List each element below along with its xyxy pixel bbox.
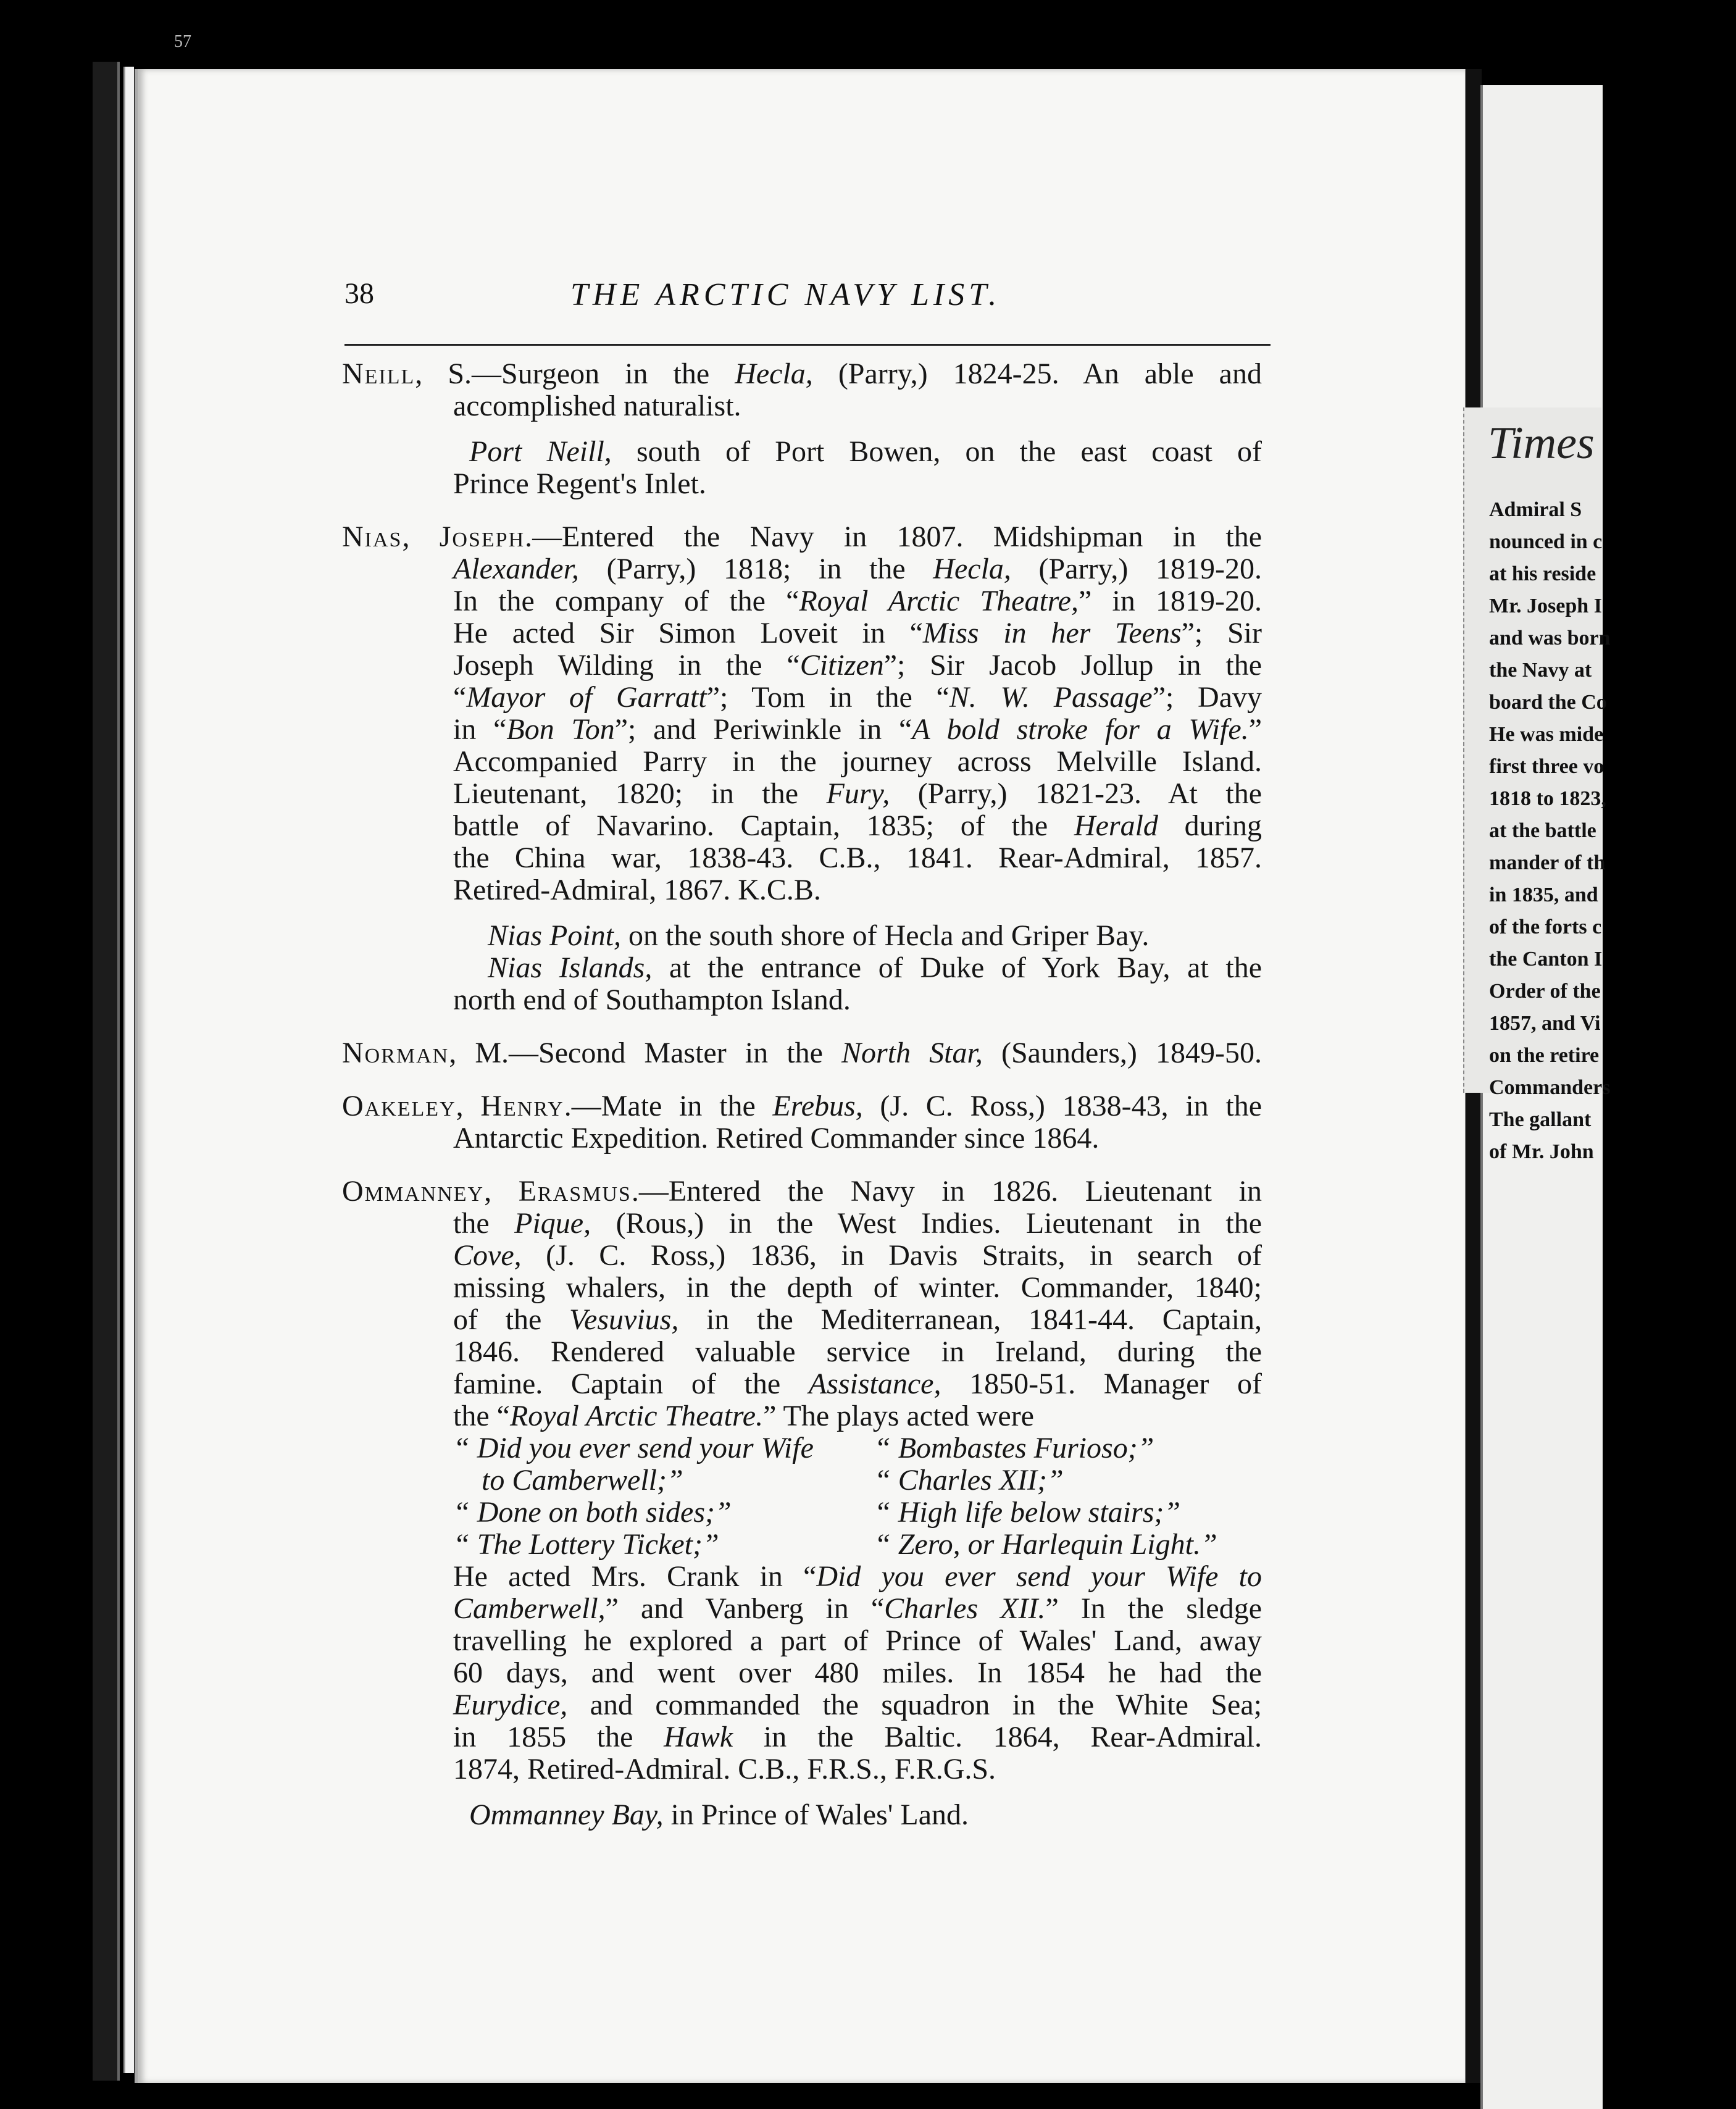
spacer (342, 1155, 1262, 1176)
clipping-line: of Mr. John (1489, 1140, 1594, 1163)
clipping-line: the Navy at (1489, 659, 1592, 682)
text-run: ”; Davy (1152, 681, 1262, 714)
running-title: THE ARCTIC NAVY LIST. (570, 277, 1001, 312)
title-italic: Mayor of Garratt (466, 681, 707, 714)
text-run: on the south shore of Hecla and Griper Bay. (621, 919, 1150, 952)
text-line: Antarctic Expedition. Retired Commander since 1864. (453, 1122, 1100, 1155)
play-title: “ Charles XII;” (874, 1464, 1064, 1497)
text-line (342, 1689, 1262, 1721)
clipping-line: at his reside (1489, 562, 1596, 585)
text-run: in 1855 the (453, 1721, 664, 1753)
text-run: in the Baltic. 1864, Rear-Admiral. (733, 1721, 1262, 1753)
clipping-line: Admiral S (1489, 498, 1582, 521)
page-stack-edge (123, 67, 134, 2073)
text-line (342, 952, 1262, 984)
text-line (342, 1561, 1262, 1593)
entry-neill (342, 358, 1262, 500)
text-line (342, 1400, 1262, 1432)
book-spine-edge (93, 62, 120, 2081)
clipping-line: nounced in c (1489, 530, 1603, 553)
text-run: , S.—Surgeon in the (415, 357, 735, 390)
text-line (342, 1799, 1262, 1831)
ship-name: Hawk (664, 1721, 733, 1753)
text-line (342, 649, 1262, 682)
clipping-line: board the Co (1489, 691, 1607, 714)
clipping-line: 1818 to 1823, (1489, 787, 1606, 810)
page-header (344, 277, 1271, 320)
text-run: , (456, 1090, 481, 1122)
text-run: famine. Captain of the (453, 1368, 809, 1400)
text-line: missing whalers, in the depth of winter. Commander, 1840; (453, 1271, 1262, 1304)
text-line (342, 1037, 1262, 1069)
text-run: ” in 1819-20. (1079, 585, 1262, 617)
ship-name: Fury, (826, 777, 890, 810)
title-italic: Camberwell, (453, 1592, 606, 1625)
text-run: (Parry,) 1819-20. (1011, 553, 1262, 585)
text-line (342, 585, 1262, 617)
ship-name: Hecla, (735, 357, 813, 390)
clipping-line: and was born (1489, 627, 1611, 649)
ship-name: Erebus, (772, 1090, 863, 1122)
entry-name: Oakeley (342, 1090, 456, 1122)
text-run: He acted Sir Simon Loveit in “ (453, 617, 923, 649)
clipping-line: the Canton I (1489, 948, 1603, 971)
play-title: “ Bombastes Furioso;” (874, 1432, 1154, 1464)
text-line: 1874, Retired-Admiral. C.B., F.R.S., F.R.G.S. (453, 1753, 996, 1785)
page-body (342, 358, 1262, 1831)
entry-ommanney (342, 1176, 1262, 1831)
text-line: travelling he explored a part of Prince of Wales' Land, away (453, 1624, 1262, 1657)
text-run: (J. C. Ross,) 1836, in Davis Straits, in search of (521, 1239, 1262, 1272)
text-line: Prince Regent's Inlet. (453, 467, 706, 500)
spacer (342, 906, 1262, 920)
text-line (342, 1304, 1262, 1336)
spacer (342, 1069, 1262, 1090)
text-run: at the entrance of Duke of York Bay, at the (652, 951, 1262, 984)
clipping-line: He was mide (1489, 723, 1604, 746)
text-run: and commanded the squadron in the White Sea; (567, 1689, 1262, 1721)
title-italic: Bon Ton (506, 713, 615, 746)
ship-name: Vesuvius, (569, 1303, 679, 1336)
text-run: In the company of the “ (453, 585, 799, 617)
ship-name: North Star, (841, 1037, 983, 1069)
text-run: Lieutenant, 1820; in the (453, 777, 827, 810)
text-line (342, 714, 1262, 746)
ship-name: Eurydice, (453, 1689, 568, 1721)
text-run: ”; Sir Jacob Jollup in the (883, 649, 1262, 682)
play-title: to Camberwell;” (482, 1464, 683, 1497)
text-line (342, 436, 1262, 468)
text-run: in the Mediterranean, 1841-44. Captain, (678, 1303, 1262, 1336)
clipping-line: in 1835, and (1489, 883, 1598, 906)
clipping-line: 1857, and Vi (1489, 1012, 1601, 1035)
ship-name: Pique, (514, 1207, 591, 1240)
spacer (342, 1785, 1262, 1799)
text-run: the (453, 1207, 515, 1240)
clipping-line: on the retire (1489, 1044, 1600, 1067)
entry-norman (342, 1037, 1262, 1069)
corner-mark: 57 (174, 32, 191, 51)
clipping-line: first three vo (1489, 755, 1605, 778)
text-run: ” In the sledge (1045, 1592, 1262, 1625)
title-italic: N. W. Passage (949, 681, 1153, 714)
header-rule (344, 344, 1271, 346)
clipping-line: mander of th (1489, 851, 1606, 874)
text-line: Retired-Admiral, 1867. K.C.B. (453, 874, 821, 906)
entry-name: Neill (342, 357, 415, 390)
spacer (342, 1016, 1262, 1037)
text-run: south of Port Bowen, on the east coast of (611, 435, 1262, 468)
text-line: the China war, 1838-43. C.B., 1841. Rear-Admiral, 1857. (453, 842, 1262, 874)
text-line: accomplished naturalist. (453, 390, 741, 422)
text-line (342, 617, 1262, 649)
newspaper-clipping (1463, 407, 1611, 1163)
text-run: (Parry,) 1824-25. An able and (812, 357, 1262, 390)
text-run: (Parry,) 1818; in the (578, 553, 933, 585)
text-run: 1850-51. Manager of (941, 1368, 1262, 1400)
play-title: “ Done on both sides;” (453, 1496, 732, 1529)
text-line: 60 days, and went over 480 miles. In 1854 he had the (453, 1656, 1262, 1689)
clipping-line: Order of the (1489, 980, 1601, 1003)
place-name: Nias Point, (488, 919, 622, 952)
text-line (342, 810, 1262, 842)
text-run: “ (453, 681, 467, 714)
entry-name: Nias (342, 520, 403, 553)
play-title: “ The Lottery Ticket;” (453, 1528, 719, 1561)
text-run: (J. C. Ross,) 1838-43, in the (862, 1090, 1262, 1122)
entry-name: Ommanney (342, 1175, 485, 1208)
text-run: ” and Vanberg in “ (605, 1592, 885, 1625)
text-line (342, 1240, 1262, 1272)
text-line (342, 1593, 1262, 1625)
text-run: .—Entered the Navy in 1826. Lieutenant in (631, 1175, 1262, 1208)
text-run: the “ (453, 1400, 510, 1432)
text-line (342, 920, 1262, 952)
text-run: during (1158, 809, 1262, 842)
entry-name: Norman (342, 1037, 449, 1069)
clipping-line: The gallant (1489, 1108, 1592, 1131)
text-run: of the (453, 1303, 570, 1336)
plays-list (342, 1432, 1262, 1561)
text-run: ” The plays acted were (763, 1400, 1034, 1432)
play-title: “ High life below stairs;” (874, 1496, 1181, 1529)
clipping-line: at the battle (1489, 819, 1596, 842)
entry-nias (342, 521, 1262, 1016)
text-line (342, 1721, 1262, 1753)
place-name: Port Neill, (469, 435, 612, 468)
title-italic: Did you ever send your Wife to (816, 1560, 1262, 1593)
title-italic: Royal Arctic Theatre. (509, 1400, 764, 1432)
text-run: , (402, 520, 440, 553)
clipping-line: Commanders (1489, 1076, 1611, 1099)
play-title: “ Did you ever send your Wife (453, 1432, 814, 1464)
text-line: Accompanied Parry in the journey across Melville Island. (453, 745, 1262, 778)
clipping-heading: Times (1488, 418, 1595, 469)
title-italic: Citizen (799, 649, 884, 682)
place-name: Ommanney Bay, (469, 1798, 664, 1831)
text-run: ” (1248, 713, 1262, 746)
ship-name: Hecla, (933, 553, 1011, 585)
text-run: .—Mate in the (564, 1090, 773, 1122)
text-run: .—Entered the Navy in 1807. Midshipman in the (525, 520, 1262, 553)
text-run: , (484, 1175, 519, 1208)
given-name: Joseph (439, 520, 525, 553)
text-line (342, 1208, 1262, 1240)
text-run: (Rous,) in the West Indies. Lieutenant in the (591, 1207, 1262, 1240)
clipping-text (1489, 494, 1736, 1168)
title-italic: A bold stroke for a Wife. (912, 713, 1249, 746)
given-name: Erasmus (518, 1175, 632, 1208)
text-run: , M.—Second Master in the (449, 1037, 842, 1069)
text-run: battle of Navarino. Captain, 1835; of the (453, 809, 1074, 842)
given-name: Henry (480, 1090, 564, 1122)
clipping-line: Mr. Joseph I (1489, 595, 1602, 617)
entry-oakeley (342, 1090, 1262, 1155)
text-line (342, 1090, 1262, 1122)
ship-name: Alexander, (453, 553, 579, 585)
spacer (342, 422, 1262, 436)
spacer (342, 500, 1262, 521)
ship-name: Cove, (453, 1239, 522, 1272)
clipping-line: of the forts c (1489, 916, 1602, 938)
title-italic: Charles XII. (884, 1592, 1046, 1625)
text-run: ”; Tom in the “ (706, 681, 949, 714)
text-line (342, 553, 1262, 585)
title-italic: Royal Arctic Theatre, (799, 585, 1079, 617)
text-line: 1846. Rendered valuable service in Ireland, during the (453, 1335, 1262, 1368)
text-run: ”; Sir (1181, 617, 1262, 649)
text-line (342, 1368, 1262, 1400)
text-run: ”; and Periwinkle in “ (614, 713, 912, 746)
page-number: 38 (344, 277, 374, 310)
text-run: (Parry,) 1821-23. At the (890, 777, 1262, 810)
text-run: Joseph Wilding in the “ (453, 649, 800, 682)
text-run: (Saunders,) 1849-50. (982, 1037, 1262, 1069)
text-run: in “ (453, 713, 507, 746)
ship-name: Assistance, (808, 1368, 941, 1400)
text-run: He acted Mrs. Crank in “ (453, 1560, 817, 1593)
text-line (342, 521, 1262, 553)
text-line (342, 778, 1262, 810)
text-line (342, 1176, 1262, 1208)
text-line (342, 682, 1262, 714)
place-name: Nias Islands, (488, 951, 653, 984)
text-run: in Prince of Wales' Land. (663, 1798, 969, 1831)
play-title: “ Zero, or Harlequin Light.” (874, 1528, 1217, 1561)
ship-name: Herald (1074, 809, 1158, 842)
text-line: north end of Southampton Island. (453, 984, 851, 1016)
text-line (342, 358, 1262, 390)
title-italic: Miss in her Teens (922, 617, 1182, 649)
